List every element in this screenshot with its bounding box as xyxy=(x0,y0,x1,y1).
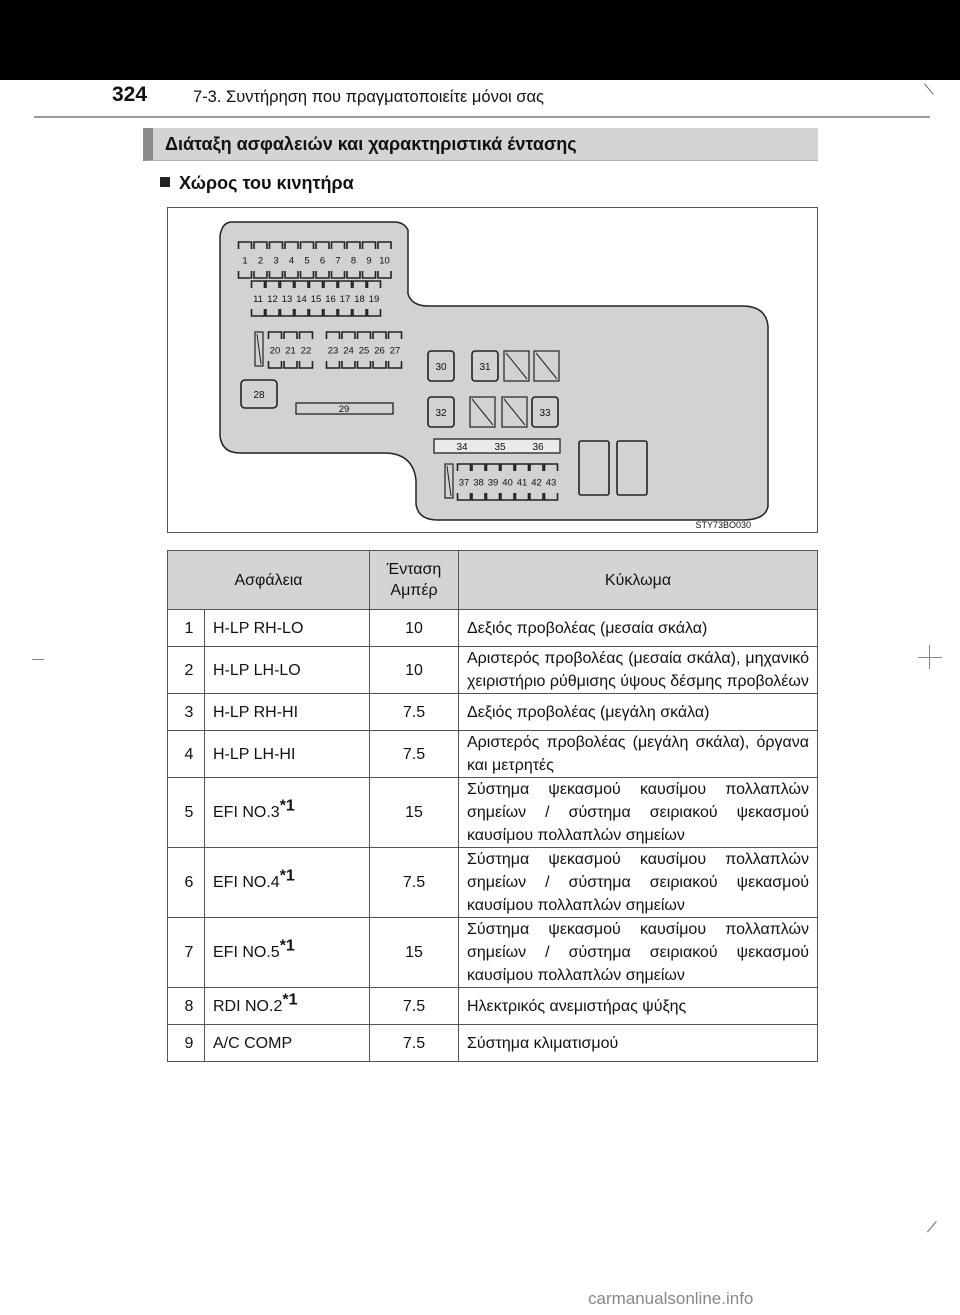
fuse-label: 25 xyxy=(358,345,370,357)
fuse-amperage: 7.5 xyxy=(370,988,459,1025)
fuse-label: 17 xyxy=(339,294,351,305)
fuse-label: 24 xyxy=(343,345,354,357)
footnote-marker: *1 xyxy=(279,867,295,885)
header-circuit: Κύκλωμα xyxy=(459,551,818,610)
table-header-row xyxy=(168,551,818,610)
subheading-text: Χώρος του κινητήρα xyxy=(179,173,354,193)
fuse-number: 7 xyxy=(168,918,205,988)
fuse-name-cell xyxy=(205,647,370,694)
fuse-name: EFI NO.3 xyxy=(213,804,280,821)
fuse-amperage: 15 xyxy=(370,918,459,988)
fuse-number: 5 xyxy=(168,778,205,848)
fuse-label: 36 xyxy=(532,442,544,453)
fuse-label: 1 xyxy=(242,255,248,267)
fuse-circuit: Αριστερός προβολέας (μεσαία σκάλα), μηχανικό χειριστήριο ρύθμισης ύψους δέσμης προβολέων xyxy=(459,647,818,694)
fuse-name: EFI NO.4 xyxy=(213,874,280,891)
fuse-amperage: 15 xyxy=(370,778,459,848)
fuse-name: A/C COMP xyxy=(213,1034,293,1052)
fuse-name: EFI NO.5 xyxy=(213,944,280,961)
fuse-label: 4 xyxy=(288,255,295,267)
fuse-label: 19 xyxy=(368,294,380,305)
fuse-label: 11 xyxy=(253,294,263,305)
fuse-name: H-LP LH-HI xyxy=(213,745,296,763)
fuse-label: 6 xyxy=(319,255,326,267)
fuse-label: 20 xyxy=(269,345,281,357)
fuse-number: 2 xyxy=(168,647,205,694)
crop-mark xyxy=(32,659,44,660)
fuse-name-cell xyxy=(205,731,370,778)
fuse-amperage: 7.5 xyxy=(370,1025,459,1062)
fuse-label: 14 xyxy=(296,294,307,305)
fuse-amperage: 10 xyxy=(370,610,459,647)
header-rule xyxy=(34,116,930,118)
table-row xyxy=(168,918,818,988)
fuse-name: H-LP RH-LO xyxy=(213,619,304,637)
fuse-label: 3 xyxy=(273,255,279,267)
fuse-label: 12 xyxy=(267,294,278,305)
fuse-name-cell xyxy=(205,848,370,918)
fuse-label: 33 xyxy=(539,408,551,419)
fuse-name: RDI NO.2 xyxy=(213,997,283,1015)
fuse-label: 8 xyxy=(350,255,357,267)
fuse-circuit: Ηλεκτρικός ανεμιστήρας ψύξης xyxy=(459,988,818,1025)
section-title: Διάταξη ασφαλειών και χαρακτηριστικά έντασης xyxy=(165,134,577,154)
square-bullet-icon xyxy=(160,177,170,187)
fuse-amperage: 7.5 xyxy=(370,694,459,731)
fuse-name-cell xyxy=(205,694,370,731)
fuse-circuit: Σύστημα ψεκασμού καυσίμου πολλαπλών σημείων / σύστημα σειριακού ψεκασμού καυσίμου πολλαπλών σημείων xyxy=(459,848,818,918)
header-amp-line2: Αμπέρ xyxy=(390,582,438,599)
fuse-label: 42 xyxy=(531,477,542,489)
fuse-label: 32 xyxy=(435,408,447,419)
fuse-number: 3 xyxy=(168,694,205,731)
chapter-title: 7-3. Συντήρηση που πραγματοποιείτε μόνοι σας xyxy=(193,88,544,106)
fuse-number: 9 xyxy=(168,1025,205,1062)
fuse-label: 21 xyxy=(285,345,296,357)
table-row xyxy=(168,647,818,694)
fuse-label: 5 xyxy=(304,255,310,267)
table-row xyxy=(168,778,818,848)
page-number: 324 xyxy=(112,83,148,106)
fuse-label: 16 xyxy=(325,294,336,305)
header-fuse: Ασφάλεια xyxy=(168,551,370,610)
fuse-circuit: Σύστημα κλιματισμού xyxy=(459,1025,818,1062)
crop-mark xyxy=(918,657,942,658)
fuse-label: 35 xyxy=(494,442,506,453)
fuse-number: 6 xyxy=(168,848,205,918)
footnote-marker: *1 xyxy=(282,991,298,1009)
fuse-label: 28 xyxy=(253,390,265,401)
fuse-label: 30 xyxy=(435,362,447,373)
fuse-label: 27 xyxy=(389,345,401,357)
footnote-marker: *1 xyxy=(279,937,295,955)
fuse-label: 22 xyxy=(300,345,312,357)
fuse-name-cell xyxy=(205,610,370,647)
fuse-label: 23 xyxy=(327,345,339,357)
fuse-label: 10 xyxy=(379,255,390,267)
fuse-amperage: 10 xyxy=(370,647,459,694)
fuse-label: 15 xyxy=(310,294,322,305)
fuse-number: 8 xyxy=(168,988,205,1025)
subheading xyxy=(160,173,354,194)
fuse-label: 38 xyxy=(473,477,484,489)
fuse-table xyxy=(167,550,818,1062)
section-heading xyxy=(143,128,818,161)
fuse-label: 26 xyxy=(374,345,385,357)
fuse-name-cell xyxy=(205,918,370,988)
fuse-circuit: Αριστερός προβολέας (μεγάλη σκάλα), όργανα και μετρητές xyxy=(459,731,818,778)
fuse-number: 1 xyxy=(168,610,205,647)
table-row xyxy=(168,731,818,778)
fuse-label: 40 xyxy=(502,477,513,489)
fuse-box-outline xyxy=(220,222,768,520)
header-amp-line1: Ένταση xyxy=(386,561,442,578)
fuse-circuit: Δεξιός προβολέας (μεσαία σκάλα) xyxy=(459,610,818,647)
footnote-marker: *1 xyxy=(279,797,295,815)
fuse-label: 9 xyxy=(366,255,372,267)
table-row xyxy=(168,694,818,731)
fuse-label: 41 xyxy=(516,477,528,489)
watermark: carmanualsonline.info xyxy=(588,1289,754,1308)
fuse-label: 34 xyxy=(456,442,468,453)
fuse-label: 31 xyxy=(479,362,491,373)
fuse-circuit: Σύστημα ψεκασμού καυσίμου πολλαπλών σημείων / σύστημα σειριακού ψεκασμού καυσίμου πολλαπλών σημείων xyxy=(459,918,818,988)
fuse-label: 7 xyxy=(335,255,341,267)
fuse-name-cell xyxy=(205,988,370,1025)
fuse-label: 2 xyxy=(257,255,264,267)
fuse-label: 39 xyxy=(487,477,499,489)
fuse-name-cell xyxy=(205,1025,370,1062)
top-black-band xyxy=(0,0,960,80)
fuse-box-svg xyxy=(168,208,819,534)
fuse-label: 13 xyxy=(281,294,293,305)
fuse-label: 43 xyxy=(545,477,557,489)
fuse-amperage: 7.5 xyxy=(370,731,459,778)
crop-mark xyxy=(924,83,934,94)
fuse-name: H-LP LH-LO xyxy=(213,661,301,679)
figure-code: STY73BO030 xyxy=(695,520,751,530)
fuse-label: 37 xyxy=(458,477,470,489)
fuse-amperage: 7.5 xyxy=(370,848,459,918)
header-amp xyxy=(370,551,459,610)
fuse-label: 29 xyxy=(338,404,350,415)
table-row xyxy=(168,610,818,647)
table-row xyxy=(168,988,818,1025)
fuse-label: 18 xyxy=(354,294,365,305)
crop-mark xyxy=(927,1221,937,1232)
fuse-name-cell xyxy=(205,778,370,848)
table-row xyxy=(168,1025,818,1062)
fuse-circuit: Σύστημα ψεκασμού καυσίμου πολλαπλών σημείων / σύστημα σειριακού ψεκασμού καυσίμου πολλαπλών σημείων xyxy=(459,778,818,848)
fuse-circuit: Δεξιός προβολέας (μεγάλη σκάλα) xyxy=(459,694,818,731)
fuse-box-diagram xyxy=(167,207,818,533)
fuse-name: H-LP RH-HI xyxy=(213,703,299,721)
fuse-number: 4 xyxy=(168,731,205,778)
table-row xyxy=(168,848,818,918)
crop-mark xyxy=(929,645,930,669)
